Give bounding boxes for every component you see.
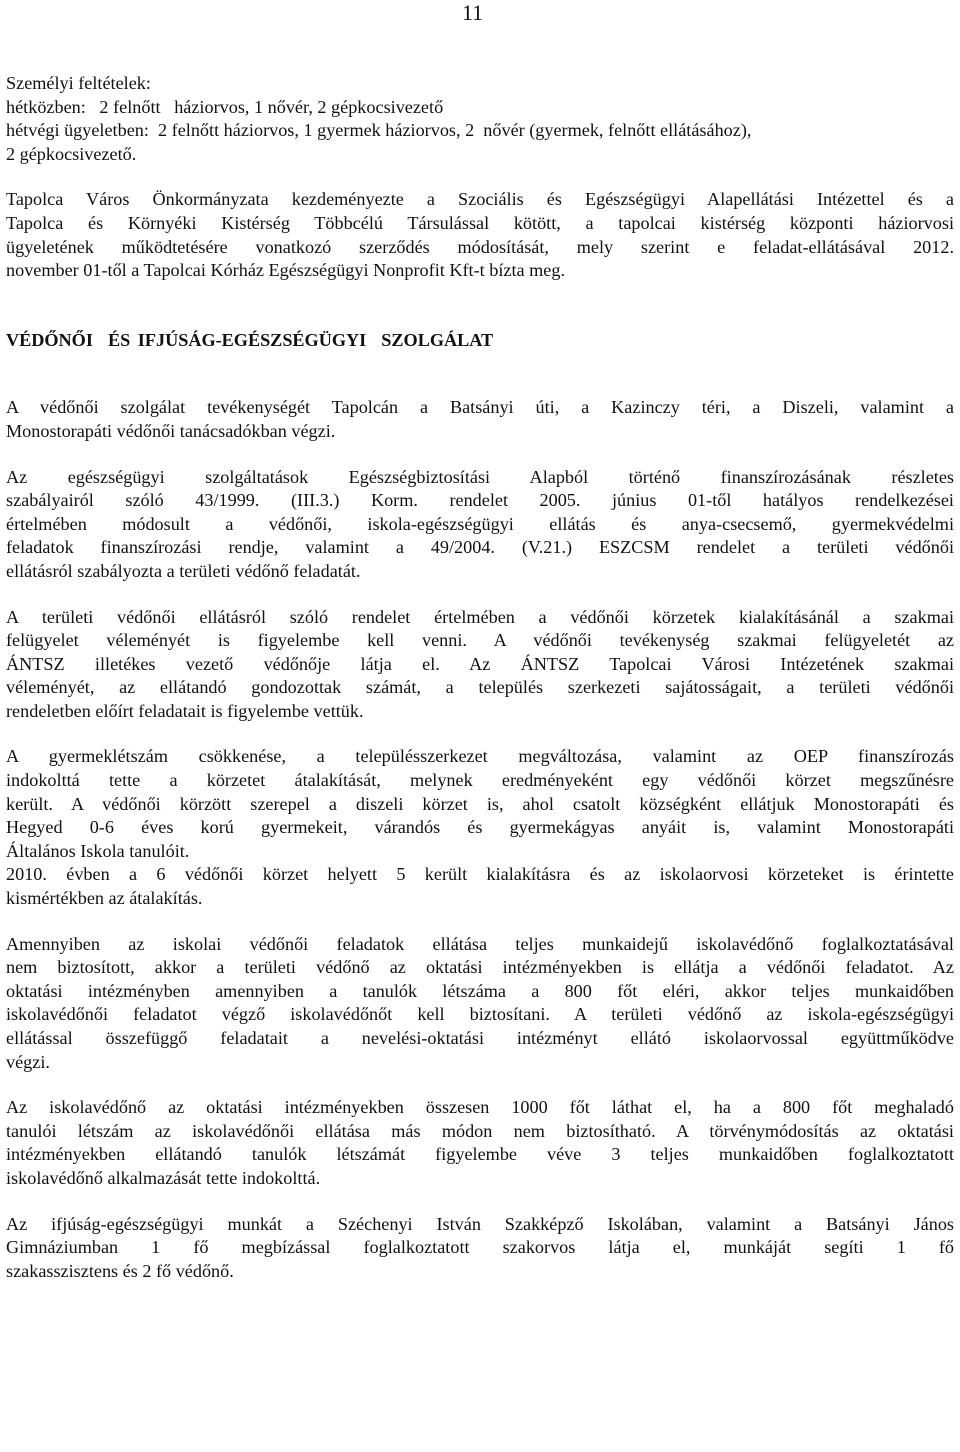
- text-line: indokolttá tette a körzetet átalakítását, melynek eredményeként egy védőnői körzet megszűnésre: [6, 770, 954, 791]
- text-line: ellátással összefüggő feladatait a nevelési-oktatási intézményt ellátó iskolaorvossal együttműködve: [6, 1028, 954, 1048]
- paragraph-2010: [6, 863, 954, 910]
- text-line: Általános Iskola tanulóit.: [6, 840, 190, 861]
- text-line: Gimnáziumban 1 fő megbízással foglalkoztatott szakorvos látja el, munkáját segíti 1 fő: [6, 1237, 954, 1258]
- text-line: Tapolca Város Önkormányzata kezdeményezte a Szociális és Egészségügyi Alapellátási Intézettel és a: [6, 189, 954, 210]
- text-line: oktatási intézményben amennyiben a tanulók létszáma a 800 főt eléri, akkor teljes munkaidőben: [6, 980, 954, 1001]
- text-line: felügyelet véleményét is figyelembe kell venni. A védőnői tevékenység szakmai felügyeletét az: [6, 630, 954, 651]
- text-line: tanulói létszám az iskolavédőnői ellátása más módon nem biztosítható. A törvénymódosítás az oktatási: [6, 1120, 954, 1141]
- staff-weekend-cont: 2 gépkocsivezető.: [6, 143, 137, 164]
- paragraph-iskolai-vedonoi: [6, 933, 954, 1075]
- text-line: rendeletben előírt feladatait is figyelembe vettük.: [6, 700, 364, 721]
- text-line: értelmében módosult a védőnői, iskola-egészségügyi ellátás és anya-csecsemő, gyermekvédelmi: [6, 513, 954, 534]
- section-heading: VÉDŐNŐI ÉS IFJÚSÁG-EGÉSZSÉGÜGYI SZOLGÁLAT: [6, 329, 494, 350]
- paragraph-ugyelet: [6, 188, 954, 282]
- page-number: 11: [462, 0, 484, 25]
- staff-weekday: hétközben: 2 felnőtt háziorvos, 1 nővér, 2 gépkocsivezető: [6, 96, 444, 117]
- text-line: iskolavédőnő alkalmazását tette indokolttá.: [6, 1167, 321, 1188]
- text-line: iskolavédőnői feladatot végző iskolavédőnőt kell biztosítani. A területi védőnő az iskola-egészségügyi: [6, 1004, 954, 1025]
- text-line: Hegyed 0-6 éves korú gyermekeit, várandós és gyermekágyas anyáit is, valamint Monostorapáti: [6, 817, 954, 838]
- staff-weekend: hétvégi ügyeletben: 2 felnőtt háziorvos, 1 gyermek háziorvos, 2 nővér (gyermek, felnőtt ellátásához),: [6, 120, 752, 141]
- text-line: véleményét, az ellátandó gondozottak számát, a település szerkezeti sajátosságait, a területi védőnői: [6, 677, 954, 698]
- document-body: [6, 72, 954, 1283]
- paragraph-teruleti-vedonoi: [6, 606, 954, 724]
- paragraph-vedonoi-szolgalat: [6, 396, 954, 443]
- text-line: 2010. évben a 6 védőnői körzet helyett 5 került kialakításra és az iskolaorvosi körzeteket is érintette: [6, 864, 954, 885]
- text-line: november 01-től a Tapolcai Kórház Egészségügyi Nonprofit Kft-t bízta meg.: [6, 260, 565, 281]
- text-line: kismértékben az átalakítás.: [6, 888, 203, 909]
- text-line: A gyermeklétszám csökkenése, a településszerkezet megváltozása, valamint az OEP finanszírozás: [6, 746, 954, 767]
- text-line: Amennyiben az iskolai védőnői feladatok ellátása teljes munkaidejű iskolavédőnő foglalkoztatásával: [6, 933, 954, 954]
- text-line: Az ifjúság-egészségügyi munkát a Széchenyi István Szakképző Iskolában, valamint a Batsányi János: [6, 1213, 954, 1234]
- staff-section: [6, 72, 954, 166]
- text-line: végzi.: [6, 1051, 50, 1072]
- text-line: ellátásról szabályozta a területi védőnő feladatát.: [6, 560, 361, 581]
- text-line: intézményekben ellátandó tanulók létszámát figyelembe véve 3 teljes munkaidőben foglalkoztatott: [6, 1144, 954, 1165]
- text-line: Az egészségügyi szolgáltatások Egészségbiztosítási Alapból történő finanszírozásának részletes: [6, 466, 954, 487]
- text-line: A területi védőnői ellátásról szóló rendelet értelmében a védőnői körzetek kialakításánál a szakmai: [6, 606, 954, 627]
- text-line: Monostorapáti védőnői tanácsadókban végzi.: [6, 420, 336, 441]
- paragraph-finanszirozas: [6, 466, 954, 584]
- text-line: feladatok finanszírozási rendje, valamint a 49/2004. (V.21.) ESZCSM rendelet a területi védőnői: [6, 537, 954, 558]
- text-line: szabályairól szóló 43/1999. (III.3.) Korm. rendelet 2005. június 01-től hatályos rendelkezései: [6, 490, 954, 511]
- paragraph-iskolavedono: [6, 1096, 954, 1190]
- text-line: került. A védőnői körzött szerepel a diszeli körzet is, ahol csatolt községként ellátjuk Monostorapáti és: [6, 793, 954, 814]
- text-line: szakasszisztens és 2 fő védőnő.: [6, 1260, 234, 1281]
- text-line: nem biztosított, akkor a területi védőnő az oktatási intézményekben is ellátja a védőnői feladatot. Az: [6, 957, 954, 978]
- staff-title: Személyi feltételek:: [6, 73, 151, 93]
- text-line: A védőnői szolgálat tevékenységét Tapolcán a Batsányi úti, a Kazinczy téri, a Diszeli, valamint a: [6, 397, 954, 418]
- paragraph-gyermeklétszám: [6, 745, 954, 863]
- text-line: Tapolca és Környéki Kistérség Többcélú Társulással kötött, a tapolcai kistérség központi háziorvosi: [6, 212, 954, 233]
- text-line: ügyeletének működtetésére vonatkozó szerződés módosítását, mely szerint e feladat-ellátásával 2012.: [6, 236, 954, 257]
- paragraph-ifjusag-egeszsegugy: [6, 1213, 954, 1284]
- text-line: Az iskolavédőnő az oktatási intézményekben összesen 1000 főt láthat el, ha a 800 főt meghaladó: [6, 1097, 954, 1118]
- text-line: ÁNTSZ illetékes vezető védőnője látja el. Az ÁNTSZ Tapolcai Városi Intézetének szakmai: [6, 653, 954, 674]
